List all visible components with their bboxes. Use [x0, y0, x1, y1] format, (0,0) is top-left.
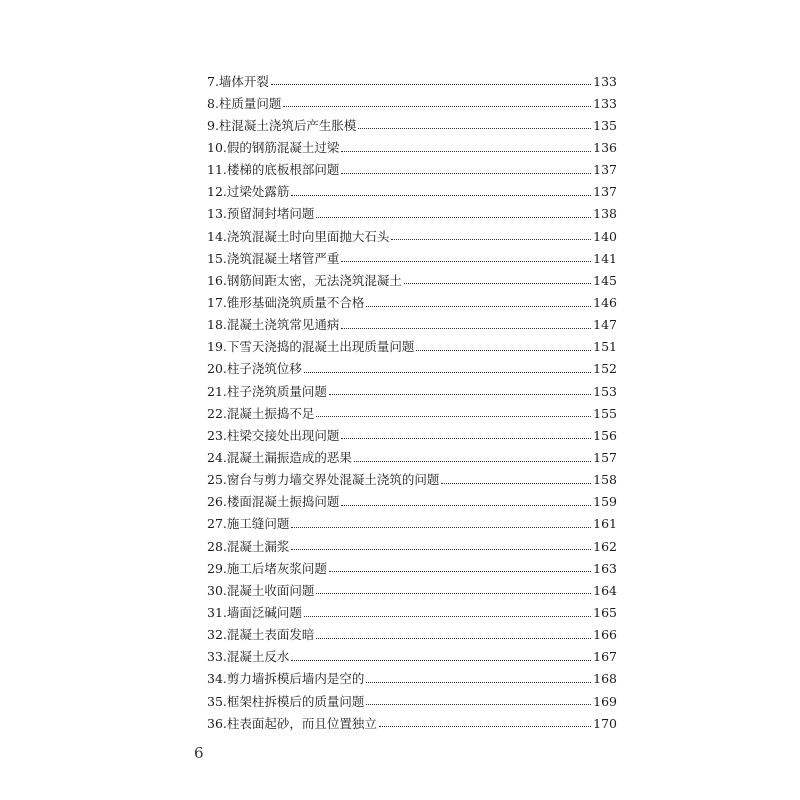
dot-leader	[341, 260, 591, 262]
dot-leader	[316, 216, 591, 218]
toc-entry[interactable]	[207, 332, 617, 354]
toc-entry-page: 151	[593, 339, 617, 355]
page-number: 6	[194, 744, 204, 762]
dot-leader	[441, 482, 591, 484]
toc-entry-title: 28.混凝土漏浆	[207, 538, 290, 554]
toc-entry[interactable]	[207, 465, 617, 487]
toc-entry[interactable]	[207, 132, 617, 154]
toc-entry-title: 26.楼面混凝土振捣问题	[207, 494, 340, 510]
dot-leader	[354, 460, 591, 462]
dot-leader	[358, 127, 591, 129]
toc-entry-title: 18.混凝土浇筑常见通病	[207, 317, 340, 333]
toc-entry-page: 152	[593, 361, 617, 377]
dot-leader	[366, 681, 591, 683]
toc-entry-page: 165	[593, 605, 617, 621]
toc-entry-page: 156	[593, 427, 617, 443]
toc-entry-page: 147	[593, 317, 617, 333]
dot-leader	[329, 570, 591, 572]
table-of-contents	[207, 66, 617, 730]
dot-leader	[304, 371, 591, 373]
toc-entry-page: 157	[593, 450, 617, 466]
toc-entry[interactable]	[207, 243, 617, 265]
toc-entry-page: 140	[593, 228, 617, 244]
toc-entry-title: 24.混凝土漏振造成的恶果	[207, 450, 352, 466]
dot-leader	[271, 83, 591, 85]
toc-entry-title: 27.施工缝问题	[207, 516, 290, 532]
toc-entry-page: 167	[593, 649, 617, 665]
toc-entry-title: 36.柱表面起砂，而且位置独立	[207, 715, 377, 731]
toc-entry[interactable]	[207, 398, 617, 420]
toc-entry-page: 155	[593, 405, 617, 421]
toc-entry-title: 7.墙体开裂	[207, 73, 269, 89]
toc-entry-title: 35.框架柱拆模后的质量问题	[207, 693, 365, 709]
dot-leader	[404, 282, 591, 284]
toc-entry[interactable]	[207, 155, 617, 177]
toc-entry-page: 153	[593, 383, 617, 399]
toc-entry-title: 34.剪力墙拆模后墙内是空的	[207, 671, 365, 687]
toc-entry-page: 137	[593, 184, 617, 200]
toc-entry-page: 145	[593, 272, 617, 288]
toc-entry-page: 166	[593, 627, 617, 643]
dot-leader	[341, 504, 591, 506]
toc-entry-title: 12.过梁处露筋	[207, 184, 290, 200]
toc-entry[interactable]	[207, 221, 617, 243]
toc-entry[interactable]	[207, 376, 617, 398]
dot-leader	[316, 637, 591, 639]
toc-entry[interactable]	[207, 199, 617, 221]
toc-entry-title: 9.柱混凝土浇筑后产生胀模	[207, 117, 357, 133]
toc-entry[interactable]	[207, 553, 617, 575]
toc-entry-title: 11.楼梯的底板根部问题	[207, 162, 340, 178]
toc-entry[interactable]	[207, 177, 617, 199]
dot-leader	[291, 194, 591, 196]
toc-entry[interactable]	[207, 509, 617, 531]
toc-entry[interactable]	[207, 420, 617, 442]
toc-entry-page: 146	[593, 295, 617, 311]
toc-entry[interactable]	[207, 620, 617, 642]
toc-entry[interactable]	[207, 487, 617, 509]
toc-entry-title: 15.浇筑混凝土堵管严重	[207, 250, 340, 266]
toc-entry-title: 29.施工后堵灰浆问题	[207, 560, 327, 576]
toc-entry-title: 21.柱子浇筑质量问题	[207, 383, 327, 399]
toc-entry-page: 137	[593, 162, 617, 178]
toc-entry[interactable]	[207, 66, 617, 88]
toc-entry-page: 141	[593, 250, 617, 266]
dot-leader	[283, 105, 591, 107]
toc-entry-title: 19.下雪天浇捣的混凝土出现质量问题	[207, 339, 415, 355]
dot-leader	[366, 703, 591, 705]
toc-entry-page: 170	[593, 715, 617, 731]
toc-entry-title: 23.柱梁交接处出现问题	[207, 427, 340, 443]
toc-entry-page: 159	[593, 494, 617, 510]
toc-entry-page: 136	[593, 140, 617, 156]
toc-entry[interactable]	[207, 664, 617, 686]
dot-leader	[416, 349, 591, 351]
dot-leader	[316, 592, 591, 594]
toc-entry[interactable]	[207, 310, 617, 332]
toc-entry[interactable]	[207, 686, 617, 708]
dot-leader	[329, 393, 591, 395]
toc-entry-title: 30.混凝土收面问题	[207, 582, 315, 598]
dot-leader	[341, 150, 591, 152]
toc-entry[interactable]	[207, 88, 617, 110]
dot-leader	[341, 437, 591, 439]
toc-entry[interactable]	[207, 287, 617, 309]
toc-entry-title: 17.锥形基础浇筑质量不合格	[207, 295, 365, 311]
toc-entry-page: 161	[593, 516, 617, 532]
toc-entry[interactable]	[207, 354, 617, 376]
toc-entry[interactable]	[207, 642, 617, 664]
dot-leader	[291, 548, 591, 550]
toc-entry[interactable]	[207, 708, 617, 730]
dot-leader	[316, 415, 591, 417]
toc-entry-title: 13.预留洞封堵问题	[207, 206, 315, 222]
toc-entry-page: 133	[593, 73, 617, 89]
dot-leader	[391, 238, 591, 240]
toc-entry-title: 16.钢筋间距太密，无法浇筑混凝土	[207, 272, 402, 288]
dot-leader	[341, 172, 591, 174]
toc-entry[interactable]	[207, 575, 617, 597]
toc-entry-page: 135	[593, 117, 617, 133]
dot-leader	[291, 526, 591, 528]
dot-leader	[291, 659, 591, 661]
toc-entry-title: 32.混凝土表面发暗	[207, 627, 315, 643]
toc-entry[interactable]	[207, 110, 617, 132]
toc-entry-page: 162	[593, 538, 617, 554]
toc-entry-page: 169	[593, 693, 617, 709]
toc-entry-title: 33.混凝土反水	[207, 649, 290, 665]
toc-entry[interactable]	[207, 597, 617, 619]
toc-entry-title: 22.混凝土振捣不足	[207, 405, 315, 421]
toc-entry[interactable]	[207, 442, 617, 464]
toc-entry-title: 14.浇筑混凝土时向里面抛大石头	[207, 228, 390, 244]
toc-entry[interactable]	[207, 265, 617, 287]
dot-leader	[379, 725, 591, 727]
toc-entry[interactable]	[207, 531, 617, 553]
toc-entry-page: 164	[593, 582, 617, 598]
toc-entry-page: 138	[593, 206, 617, 222]
toc-entry-title: 31.墙面泛碱问题	[207, 605, 302, 621]
toc-entry-page: 133	[593, 95, 617, 111]
toc-entry-page: 163	[593, 560, 617, 576]
toc-entry-page: 168	[593, 671, 617, 687]
toc-entry-title: 10.假的钢筋混凝土过梁	[207, 140, 340, 156]
toc-entry-title: 20.柱子浇筑位移	[207, 361, 302, 377]
dot-leader	[341, 327, 591, 329]
toc-entry-title: 8.柱质量问题	[207, 95, 282, 111]
dot-leader	[304, 615, 591, 617]
toc-entry-page: 158	[593, 472, 617, 488]
dot-leader	[366, 305, 591, 307]
toc-entry-title: 25.窗台与剪力墙交界处混凝土浇筑的问题	[207, 472, 440, 488]
